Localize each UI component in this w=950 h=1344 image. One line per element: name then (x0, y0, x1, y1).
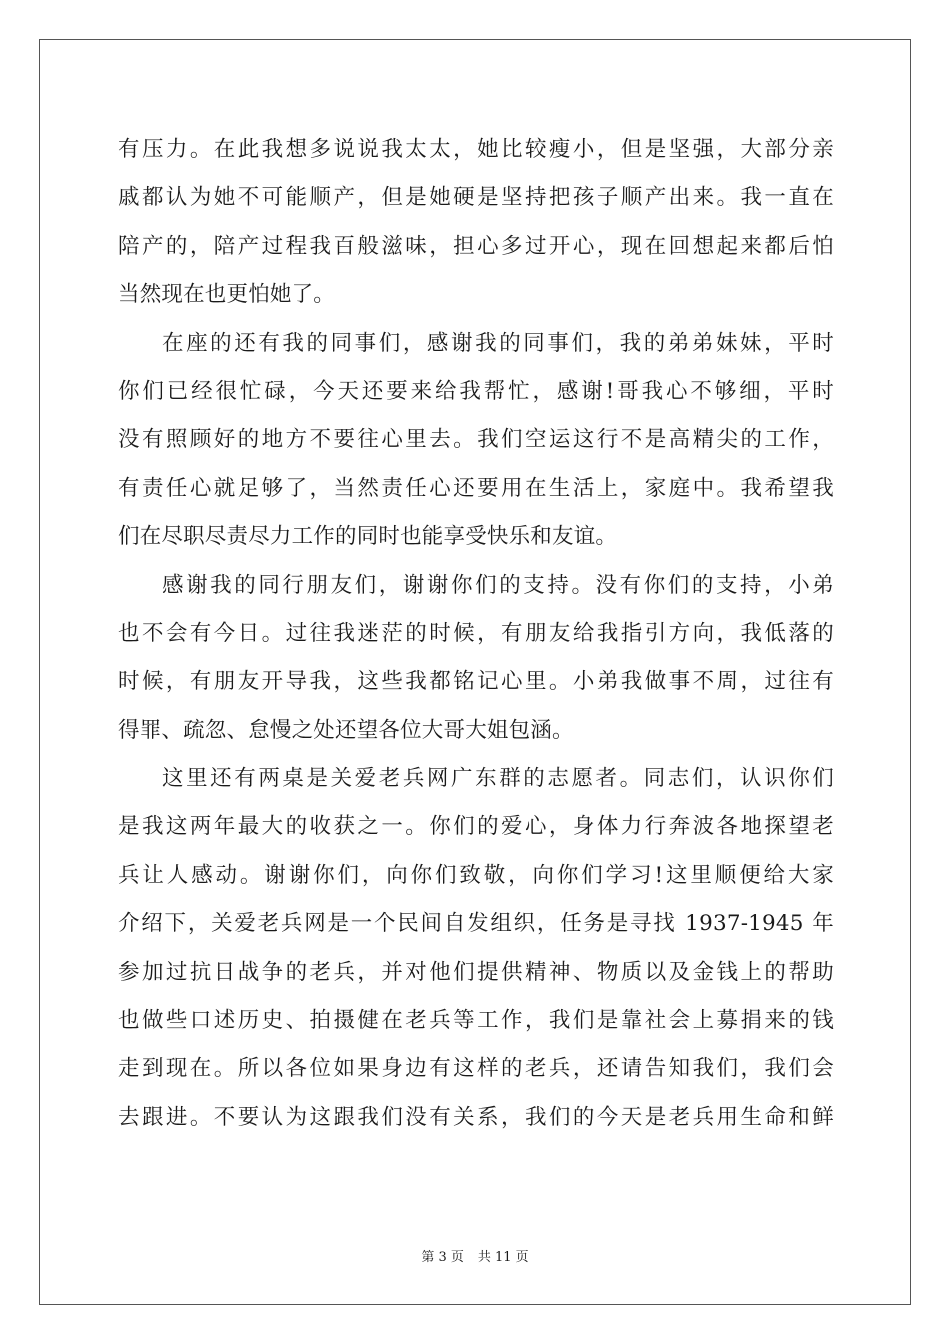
text-line: 在座的还有我的同事们，感谢我的同事们，我的弟弟妹妹，平时 (162, 330, 834, 356)
text-line: 走到现在。所以各位如果身边有这样的老兵，还请告知我们，我们会 (118, 1056, 834, 1082)
page-footer (0, 1246, 950, 1265)
text-line: 们在尽职尽责尽力工作的同时也能享受快乐和友谊。 (118, 524, 618, 550)
text-line: 这里还有两桌是关爱老兵网广东群的志愿者。同志们，认识你们 (162, 766, 834, 792)
text-line: 是我这两年最大的收获之一。你们的爱心，身体力行奔波各地探望老 (118, 814, 834, 840)
text-line: 介绍下，关爱老兵网是一个民间自发组织，任务是寻找 1937-1945 年 (118, 911, 834, 937)
text-line: 戚都认为她不可能顺产，但是她硬是坚持把孩子顺产出来。我一直在 (118, 185, 834, 211)
text-line: 当然现在也更怕她了。 (118, 282, 336, 308)
text-line: 也做些口述历史、拍摄健在老兵等工作，我们是靠社会上募捐来的钱 (118, 1008, 834, 1034)
text-line: 没有照顾好的地方不要往心里去。我们空运这行不是高精尖的工作， (118, 427, 834, 453)
text-line: 去跟进。不要认为这跟我们没有关系，我们的今天是老兵用生命和鲜 (118, 1104, 834, 1130)
text-line: 你们已经很忙碌，今天还要来给我帮忙，感谢!哥我心不够细，平时 (118, 378, 834, 404)
text-line: 参加过抗日战争的老兵，并对他们提供精神、物质以及金钱上的帮助 (118, 959, 834, 985)
text-line: 时候，有朋友开导我，这些我都铭记心里。小弟我做事不周，过往有 (118, 669, 834, 695)
text-line: 有责任心就足够了，当然责任心还要用在生活上，家庭中。我希望我 (118, 475, 834, 501)
text-line: 陪产的，陪产过程我百般滋味，担心多过开心，现在回想起来都后怕 (118, 233, 834, 259)
text-line: 也不会有今日。过往我迷茫的时候，有朋友给我指引方向，我低落的 (118, 620, 834, 646)
text-line: 感谢我的同行朋友们，谢谢你们的支持。没有你们的支持，小弟 (162, 572, 834, 598)
document-body (118, 126, 834, 1142)
text-line: 有压力。在此我想多说说我太太，她比较瘦小，但是坚强，大部分亲 (118, 137, 834, 162)
text-line: 兵让人感动。谢谢你们，向你们致敬，向你们学习!这里顺便给大家 (118, 862, 834, 888)
page-number: 第 3 页 (421, 1250, 464, 1265)
page-total: 共 11 页 (477, 1250, 529, 1265)
text-line: 得罪、疏忽、怠慢之处还望各位大哥大姐包涵。 (118, 717, 574, 743)
